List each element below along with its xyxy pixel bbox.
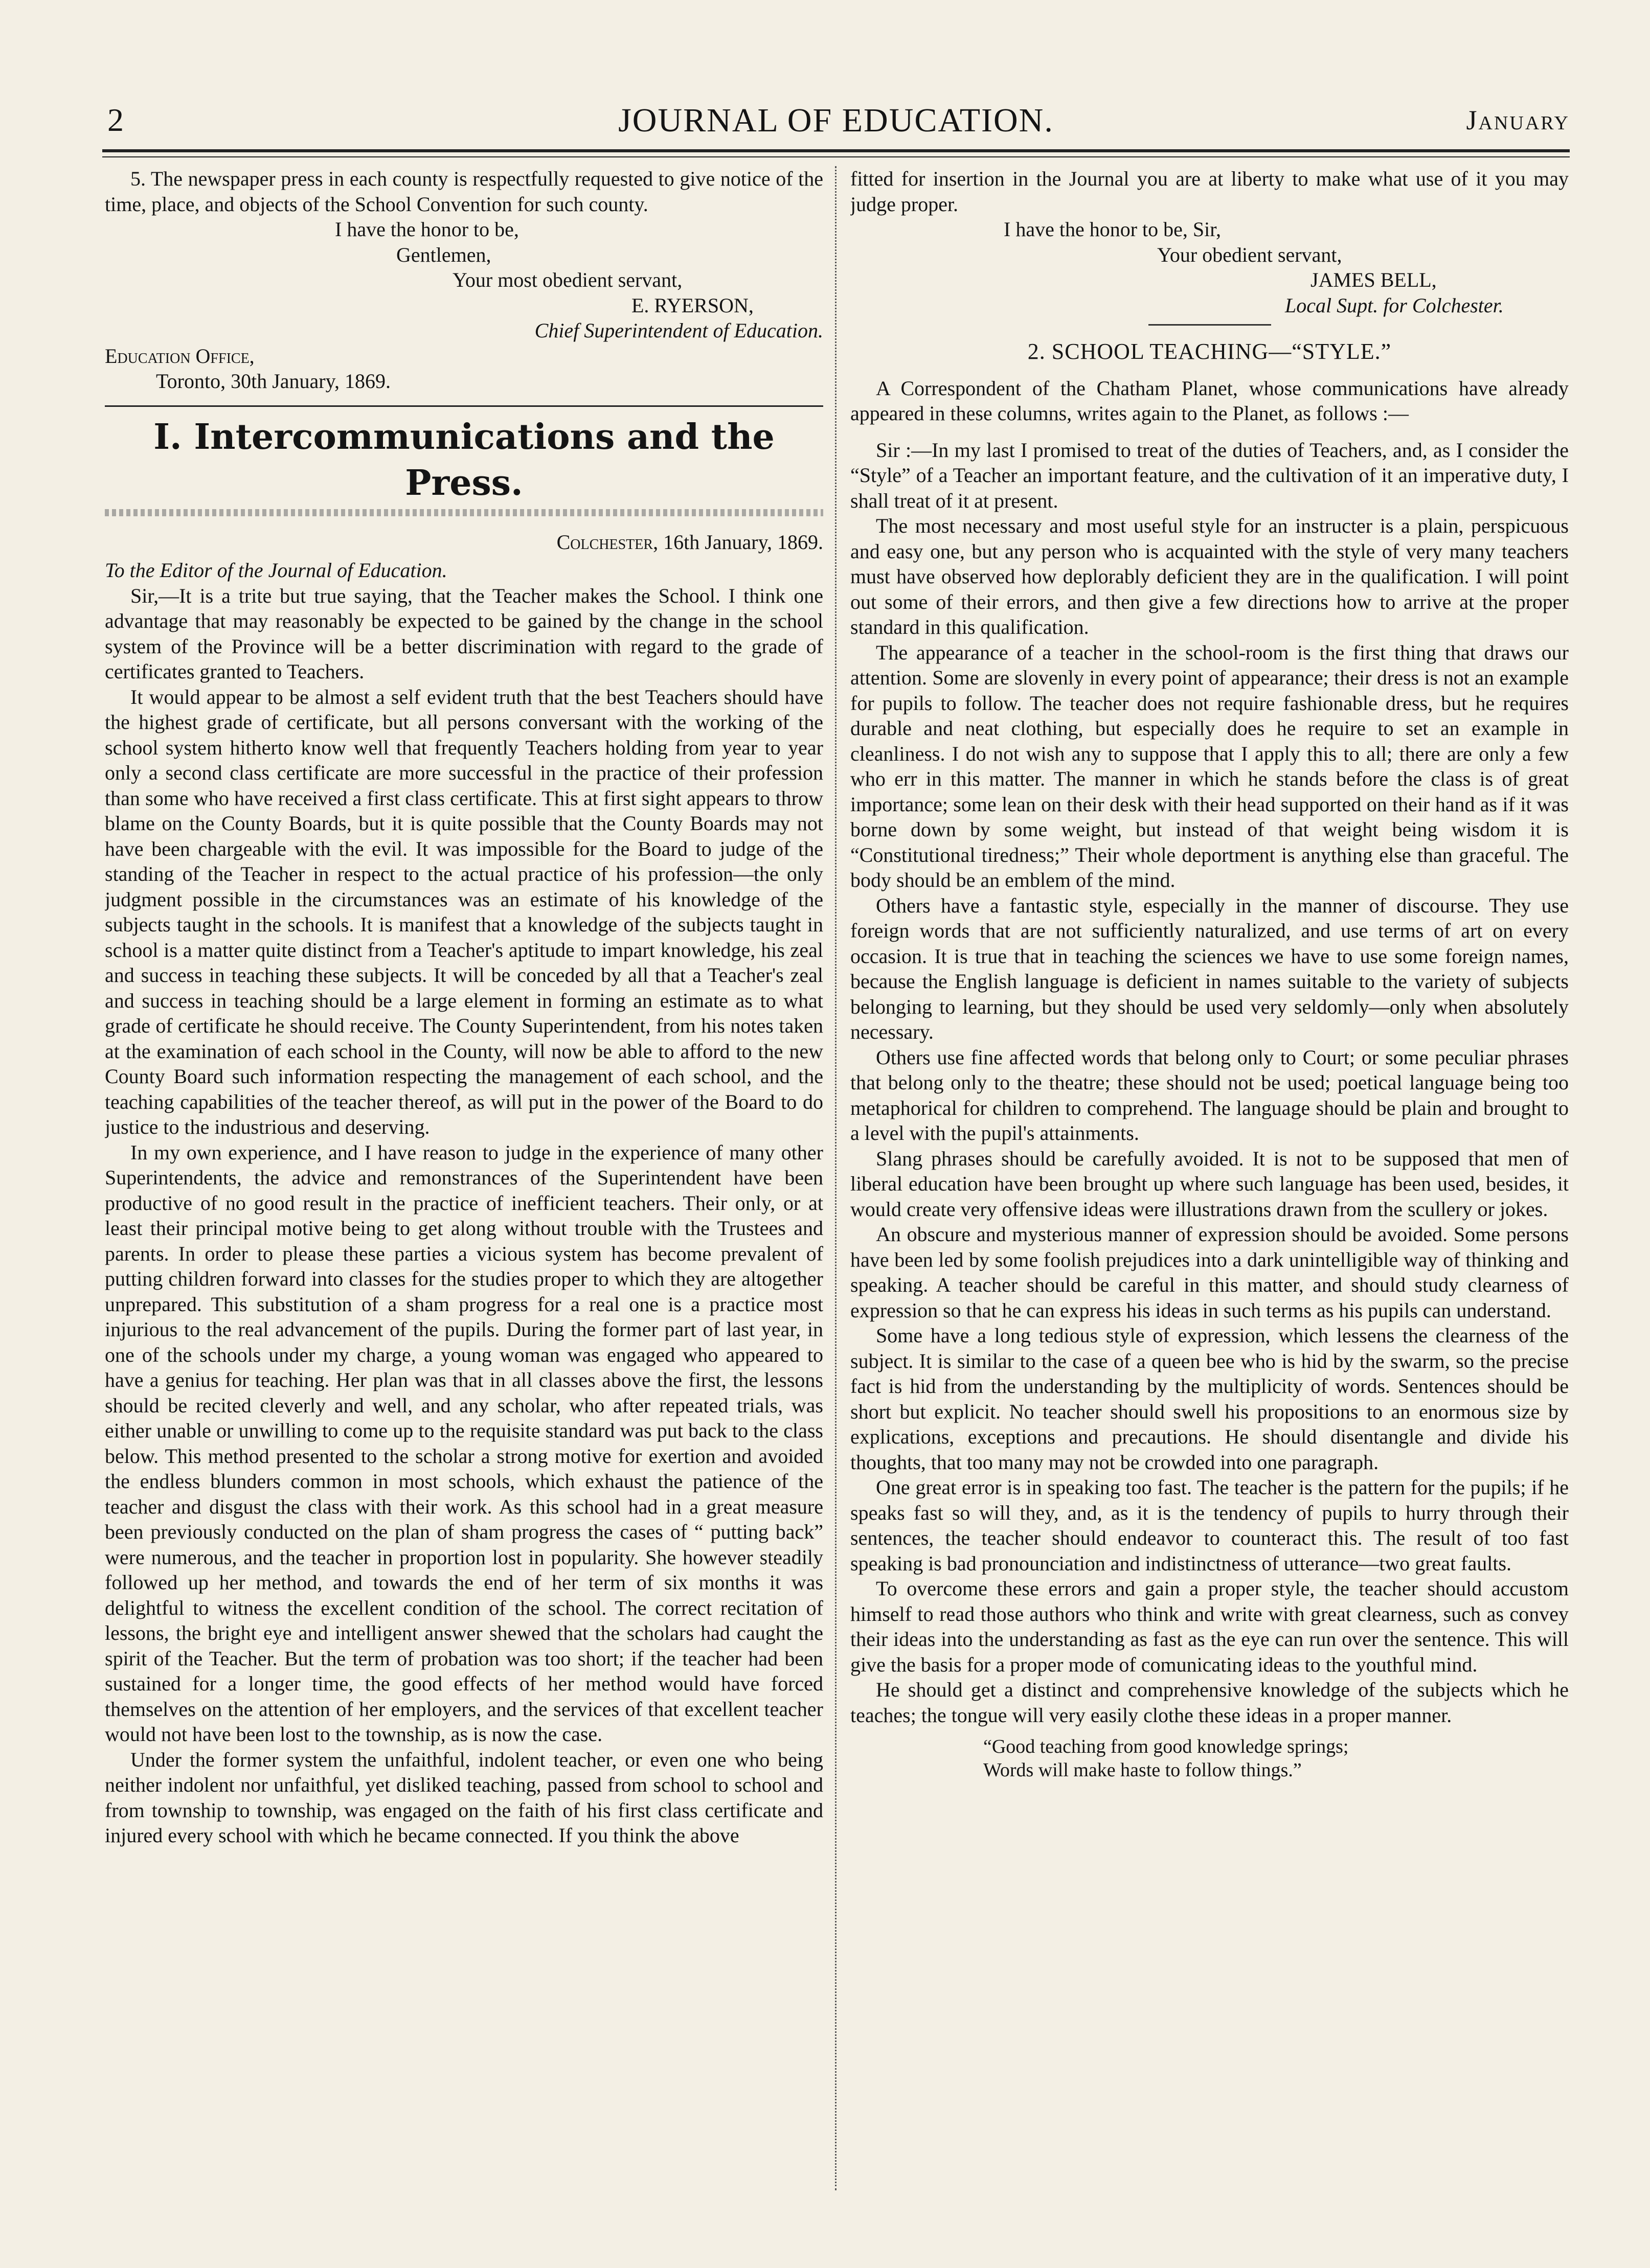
closing-line: I have the honor to be, Sir, <box>1004 218 1221 241</box>
dateline-place: Colchester, <box>556 530 659 554</box>
article-paragraph: Others have a fantastic style, especially in the manner of discourse. They use foreign words that are not sufficiently naturalized, and use terms of art on every occasion. It is true that in teaching the sciences we have to use some foreign names, because the English language is deficient in names suitable to the variety of subjects belonging to learning, but they should be used very seldomly—only when absolutely necessary. <box>850 894 1569 1043</box>
issue-month: January <box>1466 105 1570 135</box>
closing-line: Your obedient servant, <box>1157 243 1342 266</box>
article-paragraph: Some have a long tedious style of expression, which lessens the clearness of the subject. It is similar to the case of a queen bee who is hid by the swarm, so the precise fact is hid from the understanding by the multiplicity of words. Sentences should be short but explicit. No teacher should swell his propositions to an enormous size by explications, exceptions and precautions. He should disentangle and divide his thoughts, that too many may not be crowded into one paragraph. <box>850 1324 1569 1474</box>
article-paragraph: Slang phrases should be carefully avoided. It is not to be supposed that men of liberal education have been brought up where such language has been used, besides, it would create very offensive ideas were illustrations drawn from the scullery or jokes. <box>850 1147 1569 1221</box>
article-heading: 2. SCHOOL TEACHING—“STYLE.” <box>1027 339 1392 364</box>
closing-line: Your most obedient servant, <box>453 268 683 291</box>
header-rule-thin <box>102 156 1570 157</box>
closing-verse <box>983 1735 1569 1782</box>
dateline-date: 16th January, 1869. <box>663 530 823 554</box>
article-intro: A Correspondent of the Chatham Planet, whose communications have already appeared in these columns, writes again to the Planet, as follows :— <box>850 376 1569 425</box>
closing-line: I have the honor to be, <box>335 218 519 241</box>
closing-line: Gentlemen, <box>396 243 491 266</box>
article-paragraph: The most necessary and most useful style for an instructer is a plain, perspicuous and easy one, but any person who is acquainted with the style of very many teachers must have observed how deplorably deficient they are in the qualification. I will point out some of their errors, and then give a few directions how to arrive at the proper standard in this qualification. <box>850 514 1569 638</box>
letter-salutation: To the Editor of the Journal of Education. <box>105 559 447 582</box>
right-column <box>850 166 1569 2190</box>
letter-continuation: fitted for insertion in the Journal you are at liberty to make what use of it you may judge proper. <box>850 167 1569 216</box>
letter-paragraph: Under the former system the unfaithful, indolent teacher, or even one who being neither indolent nor unfaithful, yet disliked teaching, passed from school to school and from township to township, was engaged on the faith of his first class certificate and injured every school with which he became connected. If you think the above <box>105 1748 823 1847</box>
left-column <box>105 166 823 2190</box>
article-paragraph: Others use fine affected words that belong only to Court; or some peculiar phrases that belong only to the theatre; these should not be used; poetical language being too metaphorical for children to comprehend. The language should be plain and brought to a level with the pupil's attainments. <box>850 1045 1569 1144</box>
section-heading: I. Intercommunications and the Press. <box>153 416 775 503</box>
signature-title: Local Supt. for Colchester. <box>1285 293 1504 317</box>
letter-paragraph: Sir,—It is a trite but true saying, that the Teacher makes the School. I think one advantage that may reasonably be expected to be gained by the change in the school system of the Province will be a better discrimination with regard to the grade of certificates granted to Teachers. <box>105 584 823 683</box>
paragraph-5: 5. The newspaper press in each county is respectfully requested to give notice of the time, place, and objects of the School Convention for such county. <box>105 167 823 216</box>
signature-name: E. RYERSON, <box>631 293 754 317</box>
office-date: Toronto, 30th January, 1869. <box>156 370 391 393</box>
divider-rule <box>1148 324 1271 326</box>
letter-paragraph: In my own experience, and I have reason to judge in the experience of many other Superintendents, the advice and remonstrances of the Superintendent have been productive of no good result in the practice of inefficient teachers. Their only, or at least their principal motive being to get along without trouble with the Trustees and parents. In order to please these parties a vicious system has become prevalent of putting children forward into classes for the studies proper to which they are altogether unprepared. This substitution of a sham progress for a real one is a practice most injurious to the real advancement of the pupils. During the former part of last year, in one of the schools under my charge, a young woman was engaged who appeared to have a genius for teaching. Her plan was that in all classes above the first, the lessons should be recited cleverly and well, and any scholar, who after repeated trials, was either unable or unwilling to come up to the requisite standard was put back to the class below. This method presented to the scholar a strong motive for exertion and avoided the endless blunders common in most schools, which exhaust the patience of the teacher and disgust the class with their work. As this school had in a great measure been previously conducted on the plan of sham progress the cases of “ putting back” were numerous, and the teacher in proportion lost in popularity. She however steadily followed up her method, and towards the end of her term of six months it was delightful to witness the excellent condition of the school. The correct recitation of lessons, the bright eye and intelligent answer shewed that the scholars had caught the spirit of the Teacher. But the term of probation was too short; if the teacher had been sustained for a longer time, the good effects of her method would have forced themselves on the attention of her employers, and the services of that excellent teacher would not have been lost to the township, as is now the case. <box>105 1140 823 1746</box>
article-paragraph: The appearance of a teacher in the school-room is the first thing that draws our attention. Some are slovenly in every point of appearance; their dress is not an example for pupils to follow. The teacher does not require fashionable dress, but he requires durable and neat clothing, but especially does he require to set an example in cleanliness. I do not wish any to suppose that I apply this to all; there are only a few who err in this matter. The manner in which he stands before the class is of great importance; some lean on their desk with their head supported on their hand as if it was borne down by some weight, but instead of that weight being wisdom it is “Constitutional tiredness;” Their whole deportment is anything else than graceful. The body should be an emblem of the mind. <box>850 640 1569 891</box>
letter-dateline <box>105 530 823 555</box>
signature-title: Chief Superintendent of Education. <box>534 319 823 342</box>
ryerson-closing <box>335 217 823 343</box>
article-paragraph: An obscure and mysterious manner of expression should be avoided. Some persons have been led by some foolish prejudices into a dark unintelligible way of thinking and speaking. A teacher should be careful in this matter, and should study clearness of expression so that he can express his ideas in such terms as his pupils can understand. <box>850 1223 1569 1322</box>
article-paragraph: Sir :—In my last I promised to treat of the duties of Teachers, and, as I consider the “Style” of a Teacher an important feature, and the cultivation of it an imperative duty, I shall treat of it at present. <box>850 438 1569 512</box>
page-header <box>102 97 1570 143</box>
bell-closing <box>850 217 1569 318</box>
journal-title: JOURNAL OF EDUCATION. <box>618 102 1054 139</box>
section-rule <box>105 405 823 407</box>
article-paragraph: To overcome these errors and gain a proper style, the teacher should accustom himself to read those authors who think and write with great clearness, such as convey their ideas into the understanding as fast as the eye can run over the sentence. This will give the basis for a proper mode of comunicating ideas to the youthful mind. <box>850 1577 1569 1676</box>
column-divider <box>835 166 837 2190</box>
ornamental-rule <box>105 509 823 516</box>
letter-paragraph: It would appear to be almost a self evident truth that the best Teachers should have the highest grade of certificate, but all persons conversant with the working of the school system hitherto know well that frequently Teachers holding from year to year only a second class certificate are more successful in the practice of their profession than some who have received a first class certificate. This at first sight appears to throw blame on the County Boards, but it is quite possible that the County Boards may not have been chargeable with the evil. It was impossible for the Board to judge of the standing of the Teacher in respect to the actual practice of his profession—the only judgment possible in the circumstances was an estimate of his knowledge of the subjects taught in the schools. It is manifest that a knowledge of the subjects taught in school is a matter quite distinct from a Teacher's aptitude to impart knowledge, his zeal and success in teaching these subjects. It will be conceded by all that a Teacher's zeal and success in teaching should be a large element in forming an estimate as to what grade of certificate he should receive. The County Superintendent, from his notes taken at the examination of each school in the County, will now be able to afford to the new County Board such information respecting the management of each school, and the teaching capabilities of the teacher thereof, as will put in the power of the Board to do justice to the industrious and deserving. <box>105 685 823 1138</box>
verse-line: Words will make haste to follow things.” <box>983 1759 1302 1781</box>
header-rule <box>102 149 1570 152</box>
article-paragraph: One great error is in speaking too fast. The teacher is the pattern for the pupils; if he speaks fast so will they, and, as it is the tendency of pupils to hurry through their sentences, the teacher should endeavor to counteract this. The result of too fast speaking is bad pronounciation and indistinctness of utterance—two great faults. <box>850 1476 1569 1575</box>
office-line: Education Office, <box>105 344 255 368</box>
signature-name: JAMES BELL, <box>1310 268 1437 291</box>
page-number: 2 <box>107 102 124 138</box>
verse-line: “Good teaching from good knowledge springs; <box>983 1736 1349 1757</box>
article-paragraph: He should get a distinct and comprehensive knowledge of the subjects which he teaches; the tongue will very easily clothe these ideas in a proper manner. <box>850 1678 1569 1727</box>
